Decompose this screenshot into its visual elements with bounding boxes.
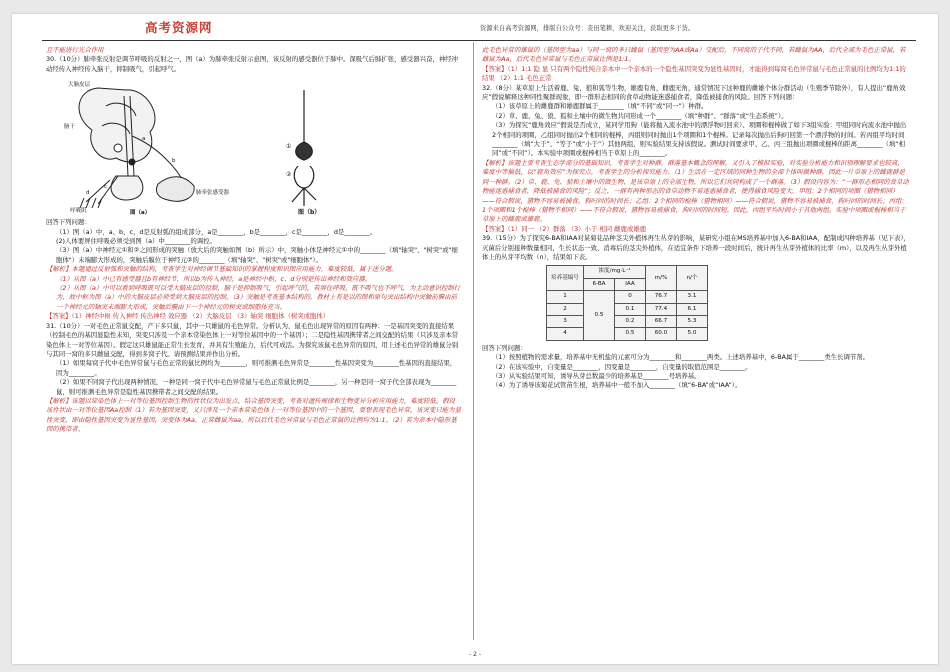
figure-a: [79, 88, 194, 208]
q31-part2: （2）如果不同窝子代出现两种情况，一种是同一窝子代中毛色异常鼠与毛色正常鼠比例是________，另一种是同一窝子代全部表现为________鼠，则可推测毛色异常是隐性基因携带者之间交配的结果。: [56, 378, 457, 396]
q32-explanation: 【解析】该题主要考查生态学部分的基础知识，考查学生对种群，群落基本概念的理解，又引入了模拟实验，对实验分析能力和识别理解要求也较高，难度中等偏低，以“鹿角效应”为探究点，考查学生的分析探究能力。（1）生活在一定区域的同种生物的全部个体叫做种群，因此一片草原上的雌鹿群是同一种群。（2）草、鹿、兔、狼和土壤中的微生物，是该草原上的全部生物，所以它们共同构成了一个群落。（3）假设内容为：“一群形态相同的食草动物能迷惑捕食者，降低被捕食的风险”；反之，一群有两种形态的食草动物不易迷惑捕食者，使得捕食风险变大。甲组：2个相同的项圈（猎物相同）——符合假说，猎物不容易被捕食，狗叼回的时间长；乙组：2个相同的棍棒（猎物相同）——符合假说，猎物不容易被捕食，狗叼回的时间长；丙组：1个项圈和1个棍棒（猎物不相同）——不符合假说，猎物容易被捕食，狗叼回的时间短。因此，丙组平均时间小于其他两组。实验中项圈或棍棒相当于草原上的雌鹿或雄鹿。: [482, 158, 909, 224]
label-b: b: [172, 158, 176, 165]
table-cell: 76.7: [645, 291, 676, 303]
q39-part4: （4）为了诱导该菊花试管苗生根，培养基中一般不加入________（填“6-BA”或“IAA”）。: [492, 381, 742, 390]
q31-part1: （1）如果每窝子代中毛色异常鼠与毛色正常的鼠比例均为________，则可推测毛色异常是________性基因突变为________性基因的直接结果，因为________。: [56, 359, 457, 377]
table-row: [547, 291, 708, 303]
table-cell: 60.0: [645, 328, 676, 340]
reflex-diagram: [46, 76, 461, 216]
table-cell: 0.2: [614, 315, 645, 327]
table-header-cell: IAA: [614, 278, 645, 290]
q32-part1: （1）该草原上的雌鹿群和雄鹿群属于________（填“不同”或“同一”）种群。: [492, 102, 708, 111]
q30-part3: （3）图（a）中神经元①和②之间形成的突触（放大后的突触如图（b）所示）中，突触小体是神经元①中的________（填"轴突"、"树突"或"细胞体"）末端膨大形成的，突触后膜位于神经元②的________（填"轴突"、"树突"或"细胞体"）。: [56, 246, 458, 264]
label-receptor: 肺牵张感受器: [196, 190, 230, 197]
intro-line: 且不能进行光合作用: [46, 46, 104, 54]
q30-part2: (2)人体要屏住呼吸必须受到图（a）中________的调控。: [56, 237, 216, 246]
table-cell: 0: [614, 291, 645, 303]
header-divider: [42, 40, 916, 41]
table-cell: 0.1: [614, 303, 645, 315]
q39-part1: （1）按照植物的需求量，培养基中无机盐的元素可分为________和________两类。上述培养基中，6-BA属于________类生长调节剂。: [492, 353, 870, 362]
figure-b: [292, 90, 316, 206]
question-30: 30.（10分）肺牵张反射是调节呼吸的反射之一，图（a）为肺牵张反射示意图，该反射的感受器位于肺中。深吸气后肺扩张，感受器兴奋，神经冲动经传入神经传入脑干，抑制吸气，引起呼气。: [46, 55, 459, 73]
q30-prompt: 回答下列问题：: [46, 218, 91, 227]
q39-part3: （3）从实验结果可知，诱导丛芽总数最少的培养基是________号培养基。: [492, 372, 701, 380]
site-logo: 高考资源网: [145, 20, 213, 35]
table-cell: 3: [547, 315, 584, 327]
table-cell: 6.1: [676, 303, 707, 315]
table-cell: 5.3: [676, 315, 707, 327]
table-row: [547, 328, 708, 340]
document-page: [12, 14, 938, 664]
table-header-row: [547, 266, 708, 278]
table-cell: 0.5: [583, 291, 614, 341]
q39-prompt: 回答下列问题：: [482, 343, 527, 352]
table-row: [547, 315, 708, 327]
table-header-cell: n/个: [676, 266, 707, 291]
table-cell: 66.7: [645, 315, 676, 327]
label-neuron-2: ②: [286, 171, 292, 179]
table-cell: 5.0: [676, 328, 707, 340]
table-cell: 2: [547, 303, 584, 315]
figure-30: [46, 76, 461, 216]
label-a: a: [142, 136, 146, 143]
label-c: c: [104, 184, 108, 191]
table-header-cell: 6-BA: [583, 278, 614, 290]
table-cell: 3.1: [676, 291, 707, 303]
culture-table: [546, 265, 708, 340]
q32-part2: （2）草、鹿、兔、狼、狐和土壤中的微生物共同形成一个________（填“种群”、“群落”或“生态系统”）。: [492, 111, 788, 120]
table-cell: 4: [547, 328, 584, 340]
q30-answer: 【答案】（1）神经中枢 传入神经 传出神经 效应器 （2）大脑皮层 （3）轴突 细胞体（树突或胞体）: [46, 312, 330, 321]
q31-explanation: 【解析】该题以常染色体上一对等位基因控制生物的性状位为出发点，结合基因突变，考查对遗传规律和生物变异分析应用能力，难度较低。假设该性状由一对等位基因Aa控制（1）若为基因突变，又只涉及一个亲本常染色体上一对等位基因中的一个基因，要想表现毛色异常，该突变只能为显性突变，即由隐性基因突变为显性基因，突变体为Aa，正常雌鼠为aa，所以后代毛色异常鼠与毛色正常鼠的比例均为1:1。（2）若为亲本中隐形基因的携带者，: [46, 396, 461, 434]
header-note: 资源来自高考资源网，排版自公众号：麦田笔耕，欢迎关注，获取更多干货。: [480, 25, 695, 32]
q32-answer: 【答案】（1）同一 （2）群落 （3）小于 相同 雌鹿或雄鹿: [482, 224, 647, 233]
q31-explanation-cont: 此毛色异常的雄鼠的（基因型为aa）与同一窝的多只雌鼠（基因型为AA或Aa）交配后，不同窝的子代不同，若雌鼠为AA，后代全部为毛色正常鼠，若雌鼠为Aa，后代毛色异常鼠与毛色正常鼠比例是1:1。: [482, 46, 906, 64]
label-neuron-1: ①: [286, 143, 292, 151]
question-31: 31.（10分）一对毛色正常鼠交配，产下多只鼠，其中一只雄鼠的毛色异常。分析认为，鼠毛色出现异常的原因有两种：一是基因突变的直接结果（控制毛色的基因显隐性未知，突变只涉及一个亲本常染色体上一对等位基因中的一个基因）；二是隐性基因携带者之间交配的结果（只涉及亲本常染色体上一对等位基因）。假定这只雄鼠能正常生长发育，并具有生殖能力，后代可成活。为探究该鼠毛色异常的原因，用上述毛色异常的雄鼠分别与其同一窝的多只雌鼠交配，得到多窝子代。请预测结果并作出分析。: [46, 321, 459, 358]
column-divider: [473, 42, 474, 640]
caption-fig-b: 图（b）: [298, 209, 321, 217]
table-cell: 77.4: [645, 303, 676, 315]
q30-part1: （1）图（a）中，a、b、c、d是反射弧的组成部分，a是________，b是________，c是________，d是________。: [56, 227, 377, 236]
label-muscle: 呼吸肌: [70, 208, 87, 215]
q32-part3: （3）为探究“鹿角效应”假说是否成立，某同学用狗（能将抛入流水池中的漂浮物叼回来）、项圈和棍棒做了如下3组实验：甲组同时向流水池中抛出2个相同的项圈，乙组同时抛出2个相同的棍棒，丙组则同时抛出1个项圈和1个棍棒。记录每次抛出后狗叼回第一个漂浮物的时间。若丙组平均时间________（填“大于”、“等于”或“小于”）其他两组，则实验结果支持该假说。测试时间要求甲、乙、丙三组抛出项圈或棍棒的距离________（填“相同”或“不同”）。本实验中项圈或棍棒相当于草原上的________。: [492, 121, 907, 158]
label-brainstem: 脑干: [64, 124, 76, 131]
label-cortex: 大脑皮层: [68, 82, 91, 89]
left-column: [46, 46, 461, 435]
q30-explanation-2: （1）从图（a）中已有感受器且b有神经节，所以b为传入神经，a是神经中枢，c、d分别是传出神经和效应器。: [56, 274, 372, 283]
table-cell: 0.5: [614, 328, 645, 340]
q30-explanation-3: （2）从图（a）中可以看到呼吸既可以受大脑皮层的控制，脑干是抑制吸气，引起呼气的，若屏住呼吸，既不吸气也不呼气，为主动意识控制行为，故中枢为图（a）中的大脑皮层必须受到大脑皮层的控制。（3）突触是考查基本结构的，教材上有是以的图和原句突出结构中突触前膜由前一个神经元的轴突末端膨大形成，突触后膜由下一个神经元的树突或细胞体充当。: [56, 284, 461, 311]
caption-fig-a: 图（a）: [130, 210, 151, 217]
question-39: 39.（15分）为了探究6-BA和IAA对某菊花品种茎尖外植体再生丛芽的影响，某研究小组在MS培养基中加入6-BA和IAA，配制成四种培养基（见下表），灭菌后分别接种数量相同、生长状态一致、消毒后的茎尖外植体，在适宜条件下培养一段时间后，统计再生丛芽外植体的比率（m），以及再生丛芽外植体上的丛芽平均数（n），结果如下表。: [482, 234, 911, 261]
question-32: 32.（8分）某草原上生活着鹿、兔、狼和狐等生物，雄鹿有角，雌鹿无角，通常情况下这种鹿的雌雄个体分群活动（生殖季节除外），有人提出“鹿角效应”假说解释这种同性聚群现象，即一群形态相同的食草动物能迷惑捕食者，降低被捕食的风险。回答下列问题：: [482, 83, 906, 102]
table-row: [547, 303, 708, 315]
q30-explanation: 【解析】本题通过反射弧和突触的结构，考查学生对神经调节基础知识的掌握程度和识图应用能力，难度较低，属于送分题。: [46, 265, 398, 274]
label-d: d: [86, 190, 90, 197]
table-cell: 1: [547, 291, 584, 303]
right-column: [482, 46, 910, 391]
page-number: - 2 -: [469, 651, 481, 658]
q39-part2: （2）在该实验中，自变量是________，因变量是________，自变量的取值范围是________。: [492, 362, 752, 371]
table-header-cell: 浓度/mg·L⁻¹: [583, 266, 645, 278]
table-header-cell: 培养基编号: [547, 266, 584, 291]
table-header-cell: m/%: [645, 266, 676, 291]
q31-answer: 【答案】（1）1:1 隐 显 只有两个隐性纯合亲本中一个亲本的一个隐性基因突变为显性基因时，才能得到每窝毛色异常鼠与毛色正常鼠的比例均为1:1的结果 （2）1:1 毛色正常: [482, 64, 906, 83]
